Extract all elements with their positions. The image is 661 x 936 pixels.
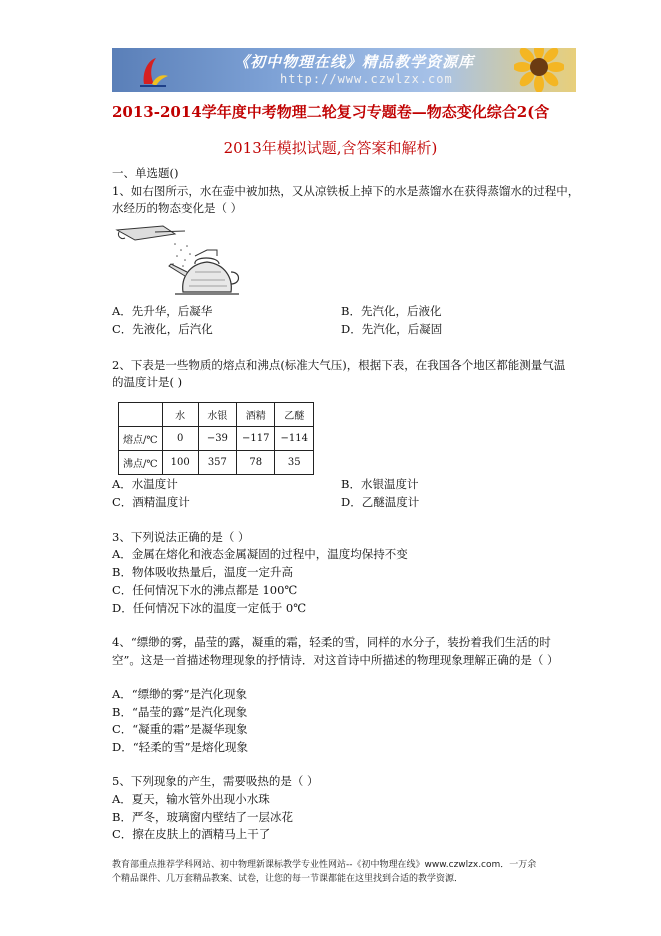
footer-line1: 教育部重点推荐学科网站、初中物理新课标教学专业性网站--《初中物理在线》www.czwlzx.com．一万余 bbox=[112, 860, 537, 870]
q3-option-d: D．任何情况下冰的温度一定低于 0℃ bbox=[112, 601, 307, 615]
q3-option-b: B．物体吸收热量后，温度一定升高 bbox=[112, 565, 293, 579]
q2-option-a: A．水温度计 bbox=[112, 477, 178, 491]
banner-url[interactable]: http://www.czwlzx.com bbox=[280, 72, 453, 86]
table-cell: −117 bbox=[236, 427, 275, 451]
document-title-line1: 2013-2014学年度中考物理二轮复习专题卷—物态变化综合2(含 bbox=[112, 103, 550, 121]
banner-title: 《初中物理在线》精品教学资源库 bbox=[234, 53, 475, 71]
q4-option-a: A．“缥缈的雾”是汽化现象 bbox=[112, 687, 248, 701]
table-cell: −114 bbox=[275, 427, 314, 451]
table-cell: 100 bbox=[162, 451, 198, 475]
document-title-line2: 2013年模拟试题,含答案和解析) bbox=[223, 139, 438, 157]
q2-stem-line2: 的温度计是( ) bbox=[112, 375, 183, 389]
table-cell: −39 bbox=[198, 427, 236, 451]
q4-stem-line2: 空”。这是一首描述物理现象的抒情诗．对这首诗中所描述的物理现象理解正确的是（ ） bbox=[112, 653, 559, 667]
table-header-row bbox=[119, 403, 314, 427]
q1-option-c: C．先液化，后汽化 bbox=[112, 322, 213, 336]
q5-option-b: B．严冬，玻璃窗内壁结了一层冰花 bbox=[112, 810, 293, 824]
footer-line2: 个精品课件、几万套精品教案、试卷，让您的每一节课都能在这里找到合适的教学资源． bbox=[112, 874, 464, 884]
kettle-figure bbox=[115, 220, 257, 296]
table-cell: 0 bbox=[162, 427, 198, 451]
table-header-cell: 乙醚 bbox=[275, 403, 314, 427]
table-header-cell: 酒精 bbox=[236, 403, 275, 427]
q2-option-c: C．酒精温度计 bbox=[112, 495, 190, 509]
q2-option-d: D．乙醚温度计 bbox=[341, 495, 420, 509]
table-header-cell: 水银 bbox=[198, 403, 236, 427]
q1-stem-line2: 水经历的物态变化是（ ） bbox=[112, 201, 243, 215]
table-header-cell: 水 bbox=[162, 403, 198, 427]
q2-option-b: B．水银温度计 bbox=[341, 477, 419, 491]
table-row bbox=[119, 427, 314, 451]
table-row bbox=[119, 451, 314, 475]
q4-option-c: C．“凝重的霜”是凝华现象 bbox=[112, 722, 248, 736]
q3-option-a: A．金属在熔化和液态金属凝固的过程中，温度均保持不变 bbox=[112, 547, 408, 561]
table-cell: 78 bbox=[236, 451, 275, 475]
q4-option-b: B．“晶莹的露”是汽化现象 bbox=[112, 705, 248, 719]
melting-boiling-table bbox=[118, 402, 314, 475]
table-cell: 熔点/℃ bbox=[119, 427, 163, 451]
table-cell: 沸点/℃ bbox=[119, 451, 163, 475]
table-header-cell bbox=[119, 403, 163, 427]
q2-stem-line1: 2、下表是一些物质的熔点和沸点(标准大气压)，根据下表，在我国各个地区都能测量气温 bbox=[112, 358, 566, 372]
table-cell: 357 bbox=[198, 451, 236, 475]
section-heading: 一、单选题() bbox=[112, 166, 179, 180]
q4-option-d: D．“轻柔的雪”是熔化现象 bbox=[112, 740, 248, 754]
site-banner bbox=[112, 48, 576, 92]
q5-option-c: C．擦在皮肤上的酒精马上干了 bbox=[112, 827, 271, 841]
table-cell: 35 bbox=[275, 451, 314, 475]
q4-stem-line1: 4、“缥缈的雾，晶莹的露，凝重的霜，轻柔的雪，同样的水分子，装扮着我们生活的时 bbox=[112, 635, 551, 649]
q3-option-c: C．任何情况下水的沸点都是 100℃ bbox=[112, 583, 298, 597]
q1-option-b: B．先汽化，后液化 bbox=[341, 304, 442, 318]
q3-stem: 3、下列说法正确的是（ ） bbox=[112, 530, 250, 544]
q1-stem-line1: 1、如右图所示，水在壶中被加热，又从凉铁板上掉下的水是蒸馏水在获得蒸馏水的过程中， bbox=[112, 184, 580, 198]
q1-option-a: A．先升华，后凝华 bbox=[112, 304, 213, 318]
q5-option-a: A．夏天，输水管外出现小水珠 bbox=[112, 792, 270, 806]
site-logo-icon bbox=[136, 54, 170, 88]
q1-option-d: D．先汽化，后凝固 bbox=[341, 322, 443, 336]
q5-stem: 5、下列现象的产生，需要吸热的是（ ） bbox=[112, 774, 319, 788]
sunflower-icon bbox=[514, 48, 564, 92]
